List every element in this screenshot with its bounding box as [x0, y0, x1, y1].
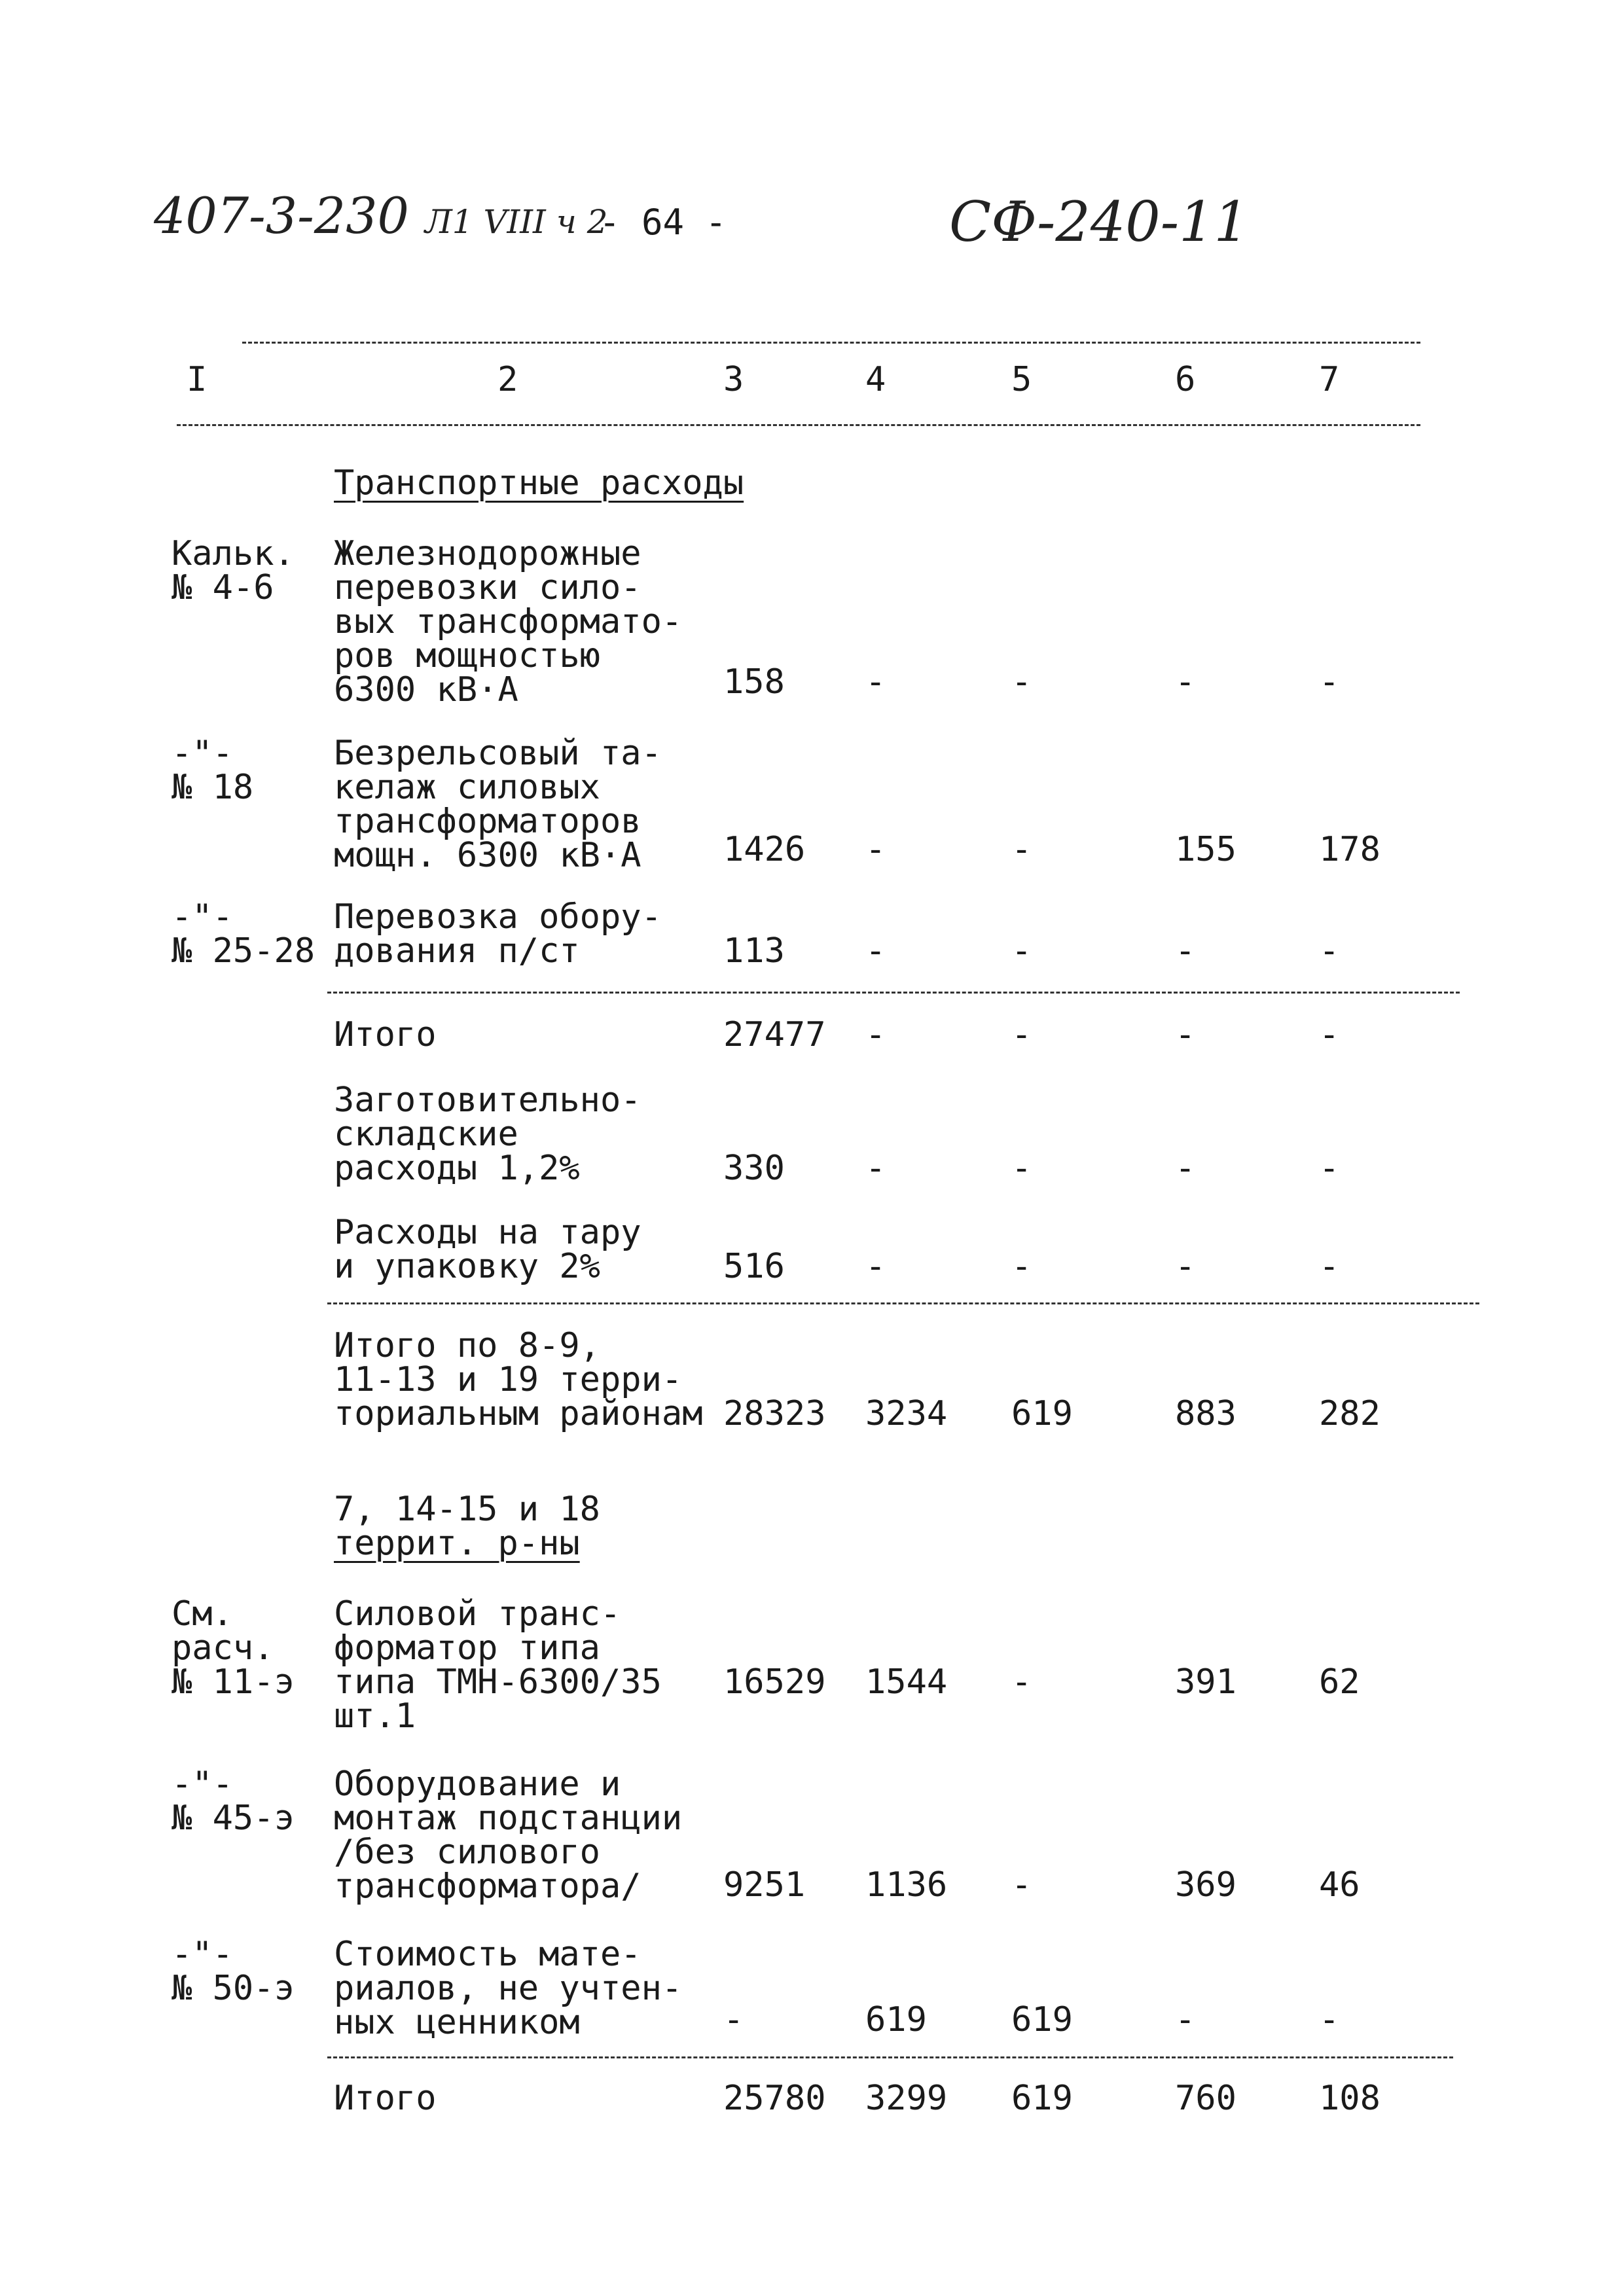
- row-value-col5: -: [1011, 931, 1032, 971]
- row-value-col4: 3234: [865, 1394, 948, 1433]
- row-value-col4: -: [865, 1247, 886, 1286]
- header-top-rule: [242, 342, 1420, 344]
- column-header-4: 4: [865, 360, 886, 399]
- row-value-col6: 760: [1175, 2079, 1236, 2118]
- header-bottom-rule: [177, 424, 1420, 426]
- row-value-col4: 3299: [865, 2079, 948, 2118]
- row-value-col3: 9251: [723, 1865, 806, 1905]
- row-value-col6: -: [1175, 1015, 1196, 1054]
- row-value-col7: 62: [1319, 1662, 1360, 1702]
- row-value-col6: -: [1175, 2000, 1196, 2039]
- column-header-5: 5: [1011, 360, 1032, 399]
- row-description: Перевозка обору- дования п/ст: [334, 897, 662, 971]
- designation-number: 407-3-230: [154, 187, 409, 245]
- row-value-col6: -: [1175, 662, 1196, 702]
- row-ref: Кальк. № 4-6: [171, 534, 295, 607]
- row-description: Оборудование и монтаж подстанции /без силового трансформатора/: [334, 1765, 683, 1906]
- row-value-col5: -: [1011, 830, 1032, 869]
- row-value-col5: -: [1011, 1149, 1032, 1188]
- row-ref: См. расч. № 11-э: [171, 1594, 295, 1702]
- row-ref: -"- № 50-э: [171, 1935, 295, 2008]
- row-description: Заготовительно- складские расходы 1,2%: [334, 1081, 641, 1188]
- handwritten-designation: [154, 187, 608, 245]
- row-value-col7: 108: [1319, 2079, 1380, 2118]
- row-value-col4: -: [865, 662, 886, 702]
- section-title-territory-line2: террит. р-ны: [334, 1524, 580, 1563]
- column-header-6: 6: [1175, 360, 1196, 399]
- row-value-col7: 178: [1319, 830, 1380, 869]
- row-value-col4: -: [865, 1015, 886, 1054]
- row-value-col3: 16529: [723, 1662, 826, 1702]
- row-value-col7: -: [1319, 1015, 1340, 1054]
- row-value-col7: -: [1319, 1247, 1340, 1286]
- row-description: Стоимость мате- риалов, не учтен- ных ценником: [334, 1935, 683, 2042]
- row-description: Силовой транс- форматор типа типа ТМН-6300/35 шт.1: [334, 1594, 662, 1736]
- row-value-col6: -: [1175, 931, 1196, 971]
- section-title-transport: Транспортные расходы: [334, 463, 744, 503]
- row-value-col3: 25780: [723, 2079, 826, 2118]
- row-value-col5: -: [1011, 662, 1032, 702]
- subtotal-rule: [327, 1302, 1479, 1304]
- row-value-col3: 516: [723, 1247, 785, 1286]
- row-value-col5: 619: [1011, 2079, 1073, 2118]
- row-value-col6: 369: [1175, 1865, 1236, 1905]
- row-description: Безрельсовый та- келаж силовых трансформаторов мощн. 6300 кВ·А: [334, 734, 662, 875]
- subtotal-rule: [327, 992, 1460, 994]
- designation-volume: Л1 VIII ч 2: [425, 203, 608, 241]
- column-header-7: 7: [1319, 360, 1340, 399]
- section-title-territory-line1: 7, 14-15 и 18: [334, 1490, 600, 1529]
- row-value-col7: -: [1319, 1149, 1340, 1188]
- row-ref: -"- № 45-э: [171, 1765, 295, 1838]
- row-description: Расходы на тару и упаковку 2%: [334, 1213, 641, 1286]
- row-description: Итого по 8-9, 11-13 и 19 терри- ториальным районам: [334, 1326, 703, 1433]
- row-value-col6: -: [1175, 1247, 1196, 1286]
- column-header-3: 3: [723, 360, 744, 399]
- row-value-col5: 619: [1011, 1394, 1073, 1433]
- column-header-1: I: [187, 360, 208, 399]
- row-ref: -"- № 18: [171, 734, 254, 807]
- row-value-col7: 46: [1319, 1865, 1360, 1905]
- row-value-col3: 1426: [723, 830, 806, 869]
- row-value-col3: 158: [723, 662, 785, 702]
- row-value-col4: -: [865, 830, 886, 869]
- total-label: Итого: [334, 2079, 437, 2118]
- row-value-col3: 330: [723, 1149, 785, 1188]
- row-value-col7: -: [1319, 2000, 1340, 2039]
- row-description: Железнодорожные перевозки сило- вых трансформато- ров мощностью 6300 кВ·А: [334, 534, 683, 709]
- row-value-col4: 1136: [865, 1865, 948, 1905]
- subtotal-label: Итого: [334, 1015, 437, 1054]
- handwritten-sheet-code: СФ-240-11: [949, 190, 1249, 254]
- row-value-col3: -: [723, 2000, 744, 2039]
- row-value-col5: -: [1011, 1247, 1032, 1286]
- row-value-col5: -: [1011, 1662, 1032, 1702]
- row-value-col7: -: [1319, 931, 1340, 971]
- row-value-col6: 155: [1175, 830, 1236, 869]
- row-value-col5: -: [1011, 1015, 1032, 1054]
- row-value-col3: 28323: [723, 1394, 826, 1433]
- row-value-col6: 391: [1175, 1662, 1236, 1702]
- row-value-col6: 883: [1175, 1394, 1236, 1433]
- row-value-col6: -: [1175, 1149, 1196, 1188]
- column-header-2: 2: [497, 360, 518, 399]
- row-ref: -"- № 25-28: [171, 897, 316, 971]
- row-value-col4: -: [865, 1149, 886, 1188]
- total-rule: [327, 2056, 1453, 2058]
- row-value-col4: -: [865, 931, 886, 971]
- row-value-col5: 619: [1011, 2000, 1073, 2039]
- row-value-col3: 113: [723, 931, 785, 971]
- row-value-col4: 619: [865, 2000, 927, 2039]
- row-value-col3: 27477: [723, 1015, 826, 1054]
- page-number: - 64 -: [599, 202, 727, 243]
- row-value-col4: 1544: [865, 1662, 948, 1702]
- row-value-col5: -: [1011, 1865, 1032, 1905]
- row-value-col7: 282: [1319, 1394, 1380, 1433]
- row-value-col7: -: [1319, 662, 1340, 702]
